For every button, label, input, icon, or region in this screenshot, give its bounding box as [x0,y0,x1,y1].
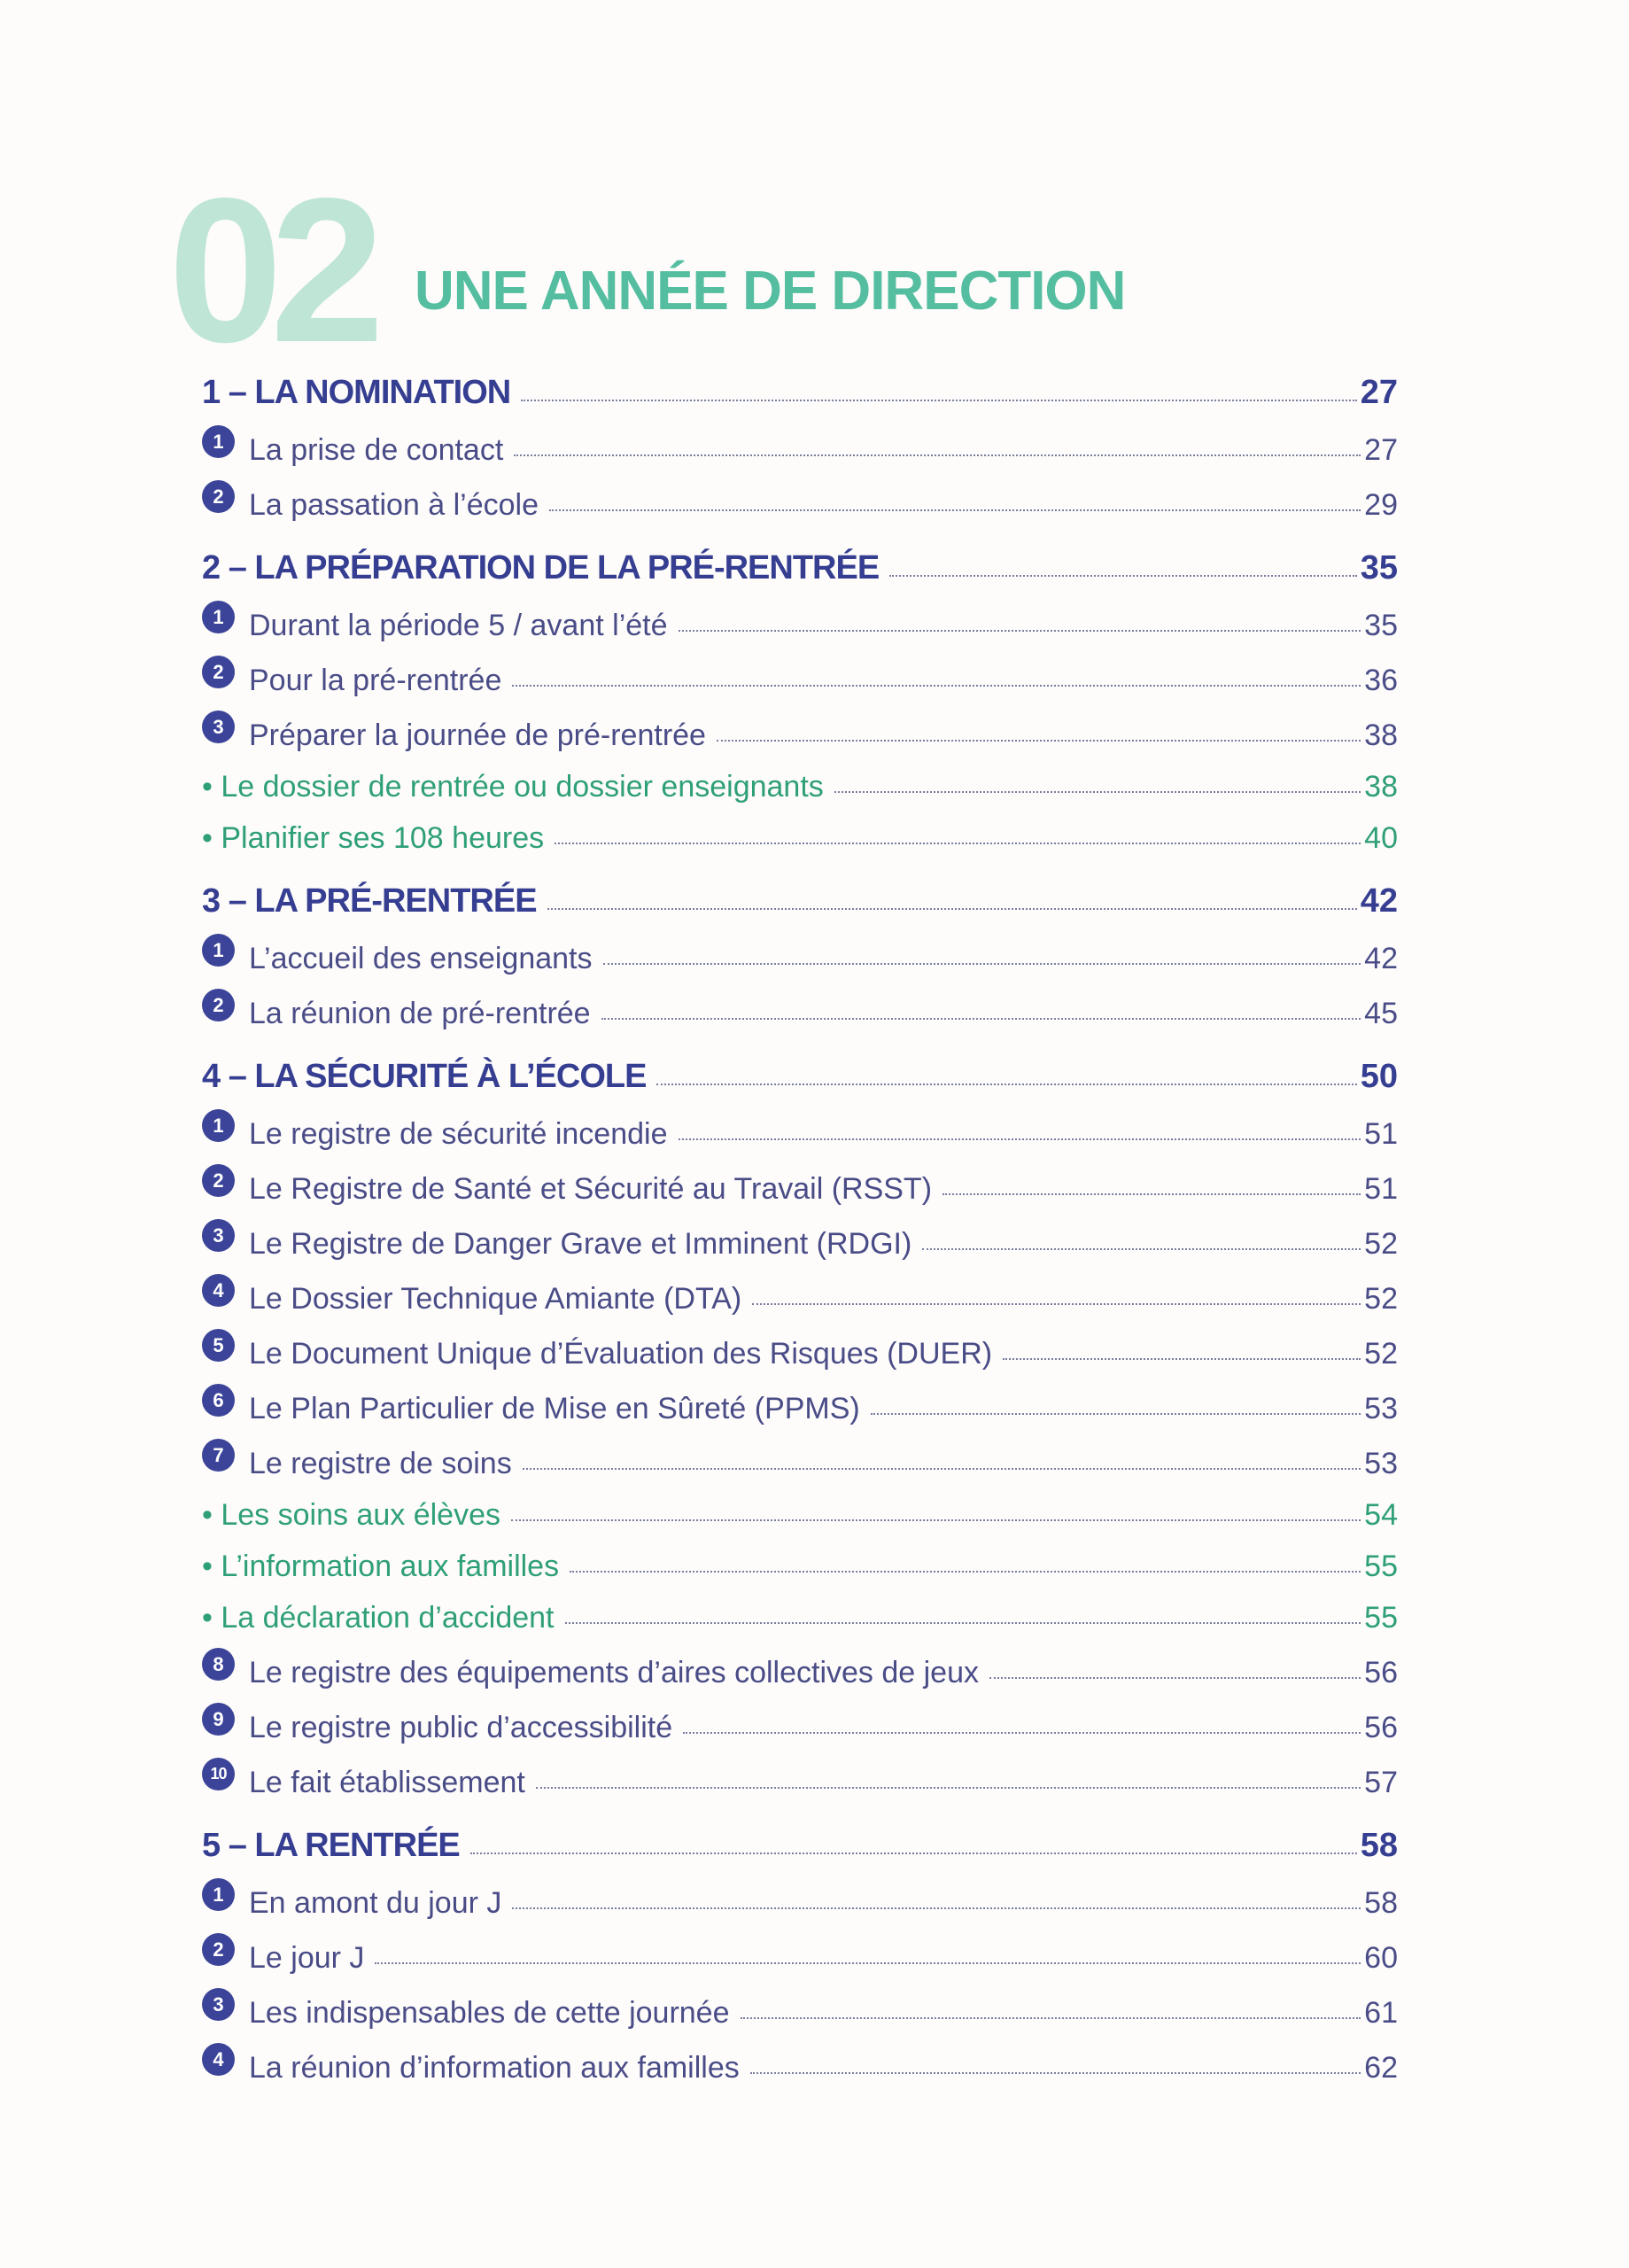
number-badge: 2 [202,1164,235,1197]
page-number: 55 [1364,1550,1398,1584]
toc-entry-row[interactable] [202,1262,1398,1317]
page-number: 50 [1360,1058,1398,1096]
dot-leader [523,1467,1361,1470]
dot-leader [679,1138,1361,1140]
toc-section-row[interactable] [202,1812,1398,1867]
page-number: 42 [1360,882,1398,920]
dot-leader [989,1676,1361,1679]
toc-entry-row[interactable] [202,589,1398,644]
number-badge: 2 [202,989,235,1021]
page-number: 36 [1364,664,1398,698]
toc-entry-row[interactable] [202,1636,1398,1691]
toc-label: 2 – LA PRÉPARATION DE LA PRÉ-RENTRÉE [202,549,880,587]
number-badge: 2 [202,1933,235,1966]
toc-label: Le Plan Particulier de Mise en Sûreté (PPMS) [249,1392,860,1426]
toc-label: • Les soins aux élèves [202,1498,500,1533]
dot-leader [942,1192,1361,1195]
toc-section-row[interactable] [202,359,1398,414]
toc-label: 1 – LA NOMINATION [202,374,511,412]
number-badge: 3 [202,1988,235,2021]
page-number: 35 [1364,609,1398,643]
page-number: 57 [1364,1766,1398,1800]
toc-label: Le Registre de Danger Grave et Imminent (RDGI) [249,1227,912,1262]
toc-entry-row[interactable] [202,2031,1398,2086]
dot-leader [750,2071,1361,2074]
dot-leader [922,1247,1361,1250]
dot-leader [512,1907,1361,1909]
toc-label: Le registre public d’accessibilité [249,1711,673,1745]
page-number: 52 [1364,1282,1398,1317]
toc-entry-row[interactable] [202,644,1398,699]
page-number: 62 [1364,2051,1398,2085]
number-badge: 6 [202,1384,235,1417]
toc-entry-row[interactable] [202,1153,1398,1208]
page-number: 52 [1364,1337,1398,1371]
toc-label: Le registre de sécurité incendie [249,1117,668,1152]
toc-section-row[interactable] [202,534,1398,589]
toc-entry-row[interactable] [202,1691,1398,1746]
page-number: 42 [1364,942,1398,976]
toc-subitem-row[interactable] [202,1585,1398,1636]
number-badge: 1 [202,934,235,967]
number-badge: 1 [202,1878,235,1911]
toc-label: Pour la pré-rentrée [249,664,502,698]
dot-leader [603,962,1361,965]
toc-label: La réunion d’information aux familles [249,2051,740,2085]
toc-label: La réunion de pré-rentrée [249,997,591,1031]
dot-leader [547,907,1357,910]
page-number: 45 [1364,997,1398,1031]
number-badge: 10 [202,1758,235,1790]
dot-leader [889,574,1357,577]
page-number: 58 [1364,1886,1398,1921]
toc-label: En amont du jour J [249,1886,502,1921]
toc-entry-row[interactable] [202,977,1398,1032]
dot-leader [521,399,1356,401]
toc-entry-row[interactable] [202,922,1398,977]
toc-label: Le Registre de Santé et Sécurité au Travail (RSST) [249,1172,933,1207]
toc-entry-row[interactable] [202,1208,1398,1262]
toc-label: Le jour J [249,1941,365,1976]
chapter-header [168,156,1453,385]
page-number: 53 [1364,1392,1398,1426]
dot-leader [375,1961,1361,1964]
toc-label: Le Document Unique d’Évaluation des Risques (DUER) [249,1337,993,1371]
toc-entry-row[interactable] [202,1977,1398,2031]
number-badge: 3 [202,711,235,743]
page-number: 27 [1364,433,1398,468]
page-number: 51 [1364,1172,1398,1207]
toc-subitem-row[interactable] [202,1534,1398,1585]
dot-leader [1003,1357,1361,1360]
number-badge: 1 [202,425,235,458]
number-badge: 3 [202,1219,235,1252]
toc-subitem-row[interactable] [202,805,1398,857]
toc-label: • La déclaration d’accident [202,1601,555,1635]
dot-leader [834,790,1361,793]
dot-leader [565,1621,1361,1624]
toc-entry-row[interactable] [202,1867,1398,1922]
number-badge: 8 [202,1648,235,1681]
chapter-title: UNE ANNÉE DE DIRECTION [415,260,1126,322]
toc-label: La prise de contact [249,433,504,468]
toc-label: 3 – LA PRÉ-RENTRÉE [202,882,537,920]
dot-leader [512,684,1361,687]
page-number: 54 [1364,1498,1398,1533]
toc-label: 5 – LA RENTRÉE [202,1827,460,1865]
toc-label: La passation à l’école [249,488,539,523]
dot-leader [470,1852,1357,1854]
dot-leader [570,1570,1361,1573]
toc-label: • L’information aux familles [202,1550,560,1584]
page-number: 56 [1364,1711,1398,1745]
number-badge: 4 [202,1274,235,1307]
number-badge: 4 [202,2043,235,2076]
toc-label: Le registre des équipements d’aires collectives de jeux [249,1656,980,1690]
dot-leader [752,1302,1361,1305]
toc-subitem-row[interactable] [202,754,1398,805]
dot-leader [683,1731,1361,1734]
number-badge: 1 [202,601,235,633]
table-of-contents [202,359,1398,2086]
dot-leader [511,1518,1361,1521]
toc-entry-row[interactable] [202,1098,1398,1153]
dot-leader [514,454,1361,456]
number-badge: 9 [202,1703,235,1736]
number-badge: 1 [202,1109,235,1142]
number-badge: 7 [202,1439,235,1472]
toc-entry-row[interactable] [202,1922,1398,1977]
page-number: 61 [1364,1996,1398,2031]
toc-label: Durant la période 5 / avant l’été [249,609,668,643]
dot-leader [871,1412,1361,1415]
page-number: 27 [1360,374,1398,412]
chapter-number: 02 [168,156,373,385]
toc-entry-row[interactable] [202,1317,1398,1372]
page-number: 35 [1360,549,1398,587]
toc-entry-row[interactable] [202,699,1398,754]
toc-label: • Planifier ses 108 heures [202,821,545,856]
page-number: 56 [1364,1656,1398,1690]
dot-leader [741,2016,1361,2019]
page-number: 53 [1364,1447,1398,1481]
toc-label: • Le dossier de rentrée ou dossier enseignants [202,770,824,804]
toc-entry-row[interactable] [202,1427,1398,1482]
toc-entry-row[interactable] [202,1746,1398,1801]
page-number: 55 [1364,1601,1398,1635]
toc-label: L’accueil des enseignants [249,942,593,976]
toc-section-row[interactable] [202,867,1398,922]
page-number: 38 [1364,718,1398,753]
toc-label: Le Dossier Technique Amiante (DTA) [249,1282,742,1317]
dot-leader [679,629,1361,632]
page-number: 40 [1364,821,1398,856]
number-badge: 2 [202,480,235,513]
toc-label: Le registre de soins [249,1447,512,1481]
toc-entry-row[interactable] [202,1372,1398,1427]
dot-leader [536,1786,1361,1789]
toc-entry-row[interactable] [202,469,1398,524]
page-number: 51 [1364,1117,1398,1152]
dot-leader [717,739,1361,742]
page-number: 38 [1364,770,1398,804]
page-number: 60 [1364,1941,1398,1976]
toc-label: Le fait établissement [249,1766,525,1800]
dot-leader [601,1017,1361,1020]
toc-entry-row[interactable] [202,414,1398,469]
page-number: 58 [1360,1827,1398,1865]
number-badge: 2 [202,656,235,688]
dot-leader [656,1083,1356,1085]
page-number: 29 [1364,488,1398,523]
toc-label: 4 – LA SÉCURITÉ À L’ÉCOLE [202,1058,647,1096]
number-badge: 5 [202,1329,235,1362]
toc-label: Les indispensables de cette journée [249,1996,730,2031]
page-number: 52 [1364,1227,1398,1262]
toc-label: Préparer la journée de pré-rentrée [249,718,706,753]
toc-subitem-row[interactable] [202,1482,1398,1534]
toc-section-row[interactable] [202,1043,1398,1098]
dot-leader [555,842,1361,844]
dot-leader [549,509,1361,511]
